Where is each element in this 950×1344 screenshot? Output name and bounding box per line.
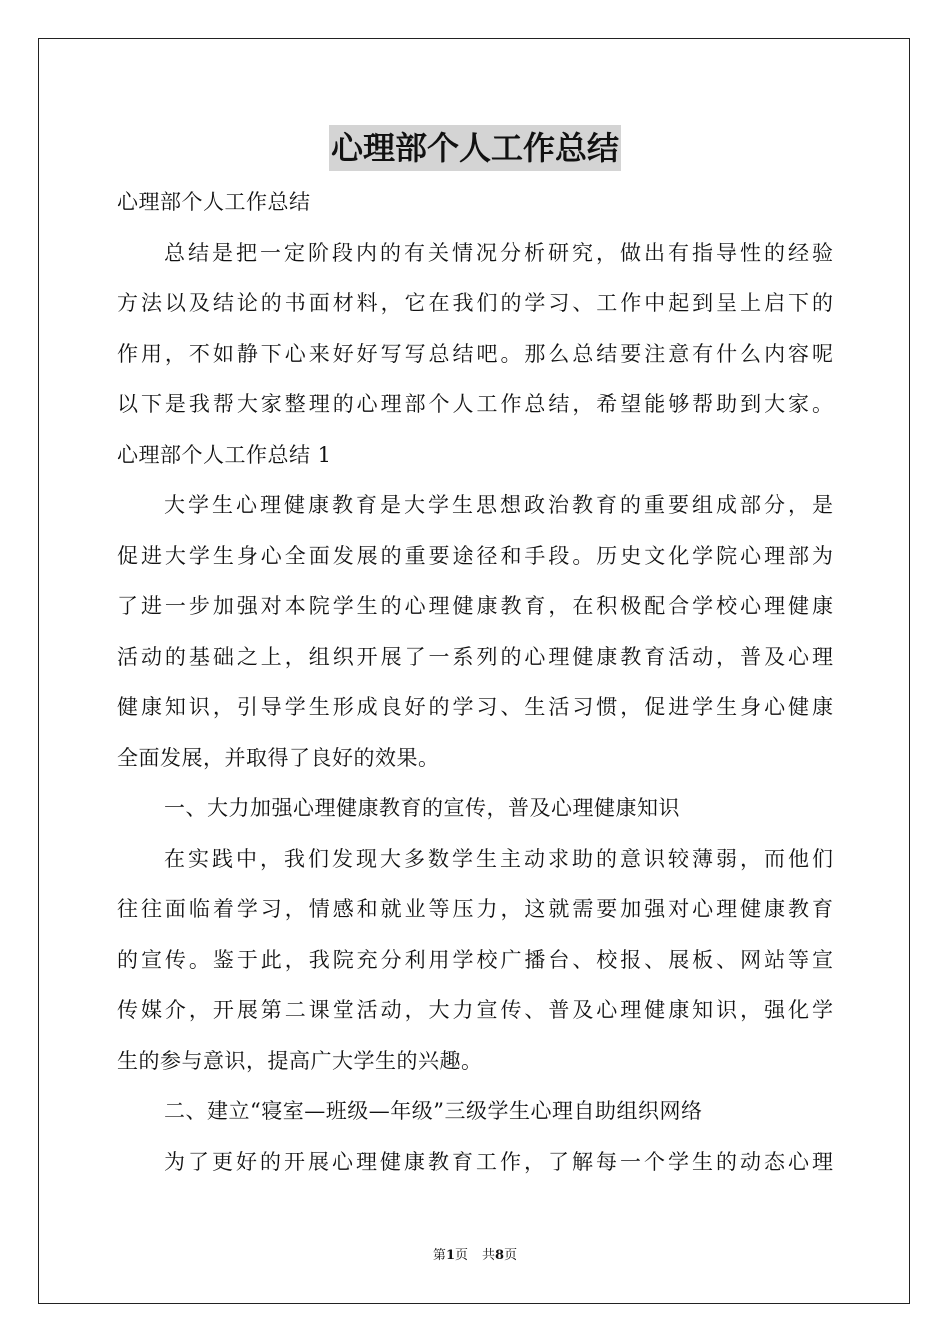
paragraph-line: 方法以及结论的书面材料，它在我们的学习、工作中起到呈上启下的 — [117, 291, 833, 315]
section-heading: 一、大力加强心理健康教育的宣传，普及心理健康知识 — [164, 796, 680, 820]
paragraph-line: 往往面临着学习，情感和就业等压力，这就需要加强对心理健康教育 — [117, 897, 833, 921]
page-footer — [0, 1247, 950, 1265]
total-suffix: 页 — [504, 1248, 518, 1263]
paragraph-line: 促进大学生身心全面发展的重要途径和手段。历史文化学院心理部为 — [117, 543, 833, 568]
paragraph-line: 以下是我帮大家整理的心理部个人工作总结，希望能够帮助到大家。 — [117, 392, 833, 416]
section-heading: 心理部个人工作总结 1 — [117, 442, 332, 467]
total-prefix: 共 — [482, 1248, 496, 1263]
paragraph-line: 的宣传。鉴于此，我院充分利用学校广播台、校报、展板、网站等宣 — [117, 947, 833, 972]
document-body — [117, 177, 833, 1187]
page-suffix: 页 — [454, 1248, 468, 1263]
page-total: 8 — [495, 1248, 505, 1263]
paragraph-line: 传媒介，开展第二课堂活动，大力宣传、普及心理健康知识，强化学 — [117, 998, 833, 1022]
paragraph-line: 为了更好的开展心理健康教育工作，了解每一个学生的动态心理 — [164, 1149, 833, 1174]
page-current: 1 — [445, 1248, 455, 1263]
title-area — [0, 125, 950, 171]
paragraph-line: 全面发展，并取得了良好的效果。 — [117, 745, 440, 770]
paragraph-line: 健康知识，引导学生形成良好的学习、生活习惯，促进学生身心健康 — [117, 695, 833, 719]
paragraph-line: 了进一步加强对本院学生的心理健康教育，在积极配合学校心理健康 — [117, 594, 833, 618]
paragraph-line: 大学生心理健康教育是大学生思想政治教育的重要组成部分，是 — [164, 493, 833, 517]
paragraph-line: 作用，不如静下心来好好写写总结吧。那么总结要注意有什么内容呢 — [117, 341, 833, 366]
paragraph-line: 总结是把一定阶段内的有关情况分析研究，做出有指导性的经验 — [164, 240, 833, 265]
paragraph-line: 在实践中，我们发现大多数学生主动求助的意识较薄弱，而他们 — [164, 846, 833, 871]
section-heading: 二、建立“寝室—班级—年级”三级学生心理自助组织网络 — [164, 1099, 703, 1123]
page-prefix: 第 — [432, 1248, 446, 1263]
paragraph-line: 活动的基础之上，组织开展了一系列的心理健康教育活动，普及心理 — [117, 644, 833, 669]
subtitle-line: 心理部个人工作总结 — [117, 190, 311, 214]
paragraph-line: 生的参与意识，提高广大学生的兴趣。 — [117, 1048, 483, 1073]
document-title: 心理部个人工作总结 — [329, 125, 621, 171]
